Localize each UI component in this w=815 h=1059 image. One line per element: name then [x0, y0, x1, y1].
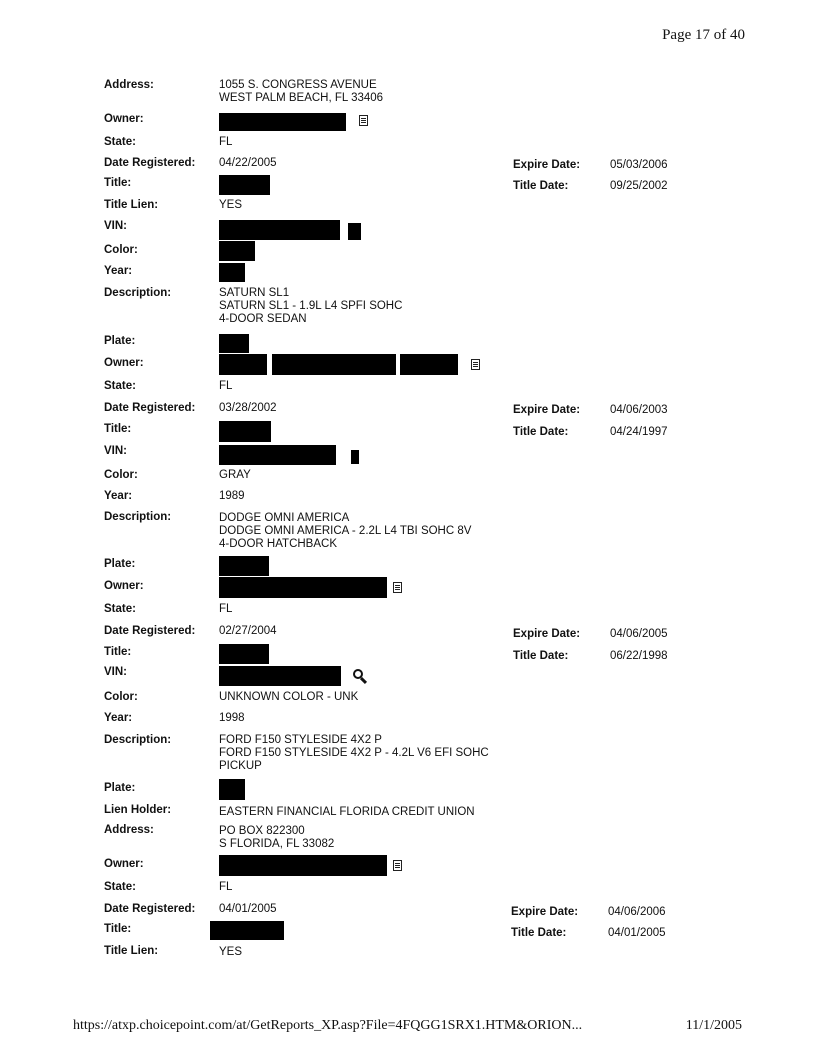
vin-label: VIN: [104, 445, 127, 457]
title-date-value: 06/22/1998 [610, 650, 668, 662]
description-line: FORD F150 STYLESIDE 4X2 P [219, 734, 382, 746]
title-lien-value: YES [219, 199, 243, 211]
year-label: Year: [104, 490, 133, 502]
year-label: Year: [104, 712, 133, 724]
expire-date-value: 04/06/2005 [610, 628, 668, 640]
description-label: Description: [104, 287, 172, 299]
title-row [0, 423, 815, 439]
redaction-block [219, 644, 269, 664]
date-registered-label: Date Registered: [104, 157, 196, 169]
redaction-block [219, 263, 245, 282]
title-row [0, 646, 815, 662]
date-registered-label: Date Registered: [104, 903, 196, 915]
description-value [219, 512, 471, 551]
owner-row [0, 357, 815, 373]
title-row [0, 177, 815, 193]
expire-date-label: Expire Date: [513, 404, 581, 416]
address-value [219, 79, 383, 105]
state-label: State: [104, 136, 136, 148]
state-value: FL [219, 136, 233, 148]
owner-label: Owner: [104, 858, 144, 870]
redaction-block [219, 855, 387, 876]
redaction-block [219, 577, 387, 598]
vin-row [0, 666, 815, 682]
date-registered-value: 03/28/2002 [219, 402, 277, 414]
description-line: SATURN SL1 [219, 287, 290, 299]
description-label: Description: [104, 734, 172, 746]
description-line: 4-DOOR SEDAN [219, 313, 307, 325]
description-value [219, 734, 489, 773]
owner-label: Owner: [104, 357, 144, 369]
plate-row [0, 782, 815, 798]
redaction-block [219, 556, 269, 576]
date-registered-value: 02/27/2004 [219, 625, 277, 637]
date-registered-value: 04/22/2005 [219, 157, 277, 169]
year-value: 1998 [219, 712, 245, 724]
search-icon[interactable] [351, 450, 359, 464]
address-row [0, 79, 815, 107]
state-row [0, 881, 815, 897]
redaction-block [400, 354, 458, 375]
plate-label: Plate: [104, 782, 136, 794]
owner-label: Owner: [104, 580, 144, 592]
vin-row [0, 445, 815, 461]
lien-holder-value: EASTERN FINANCIAL FLORIDA CREDIT UNION [219, 806, 475, 818]
date-registered-row [0, 157, 815, 173]
owner-row [0, 858, 815, 874]
redaction-block [219, 220, 340, 240]
date-registered-row [0, 625, 815, 641]
redaction-block [219, 334, 249, 353]
year-value: 1989 [219, 490, 245, 502]
title-date-label: Title Date: [511, 927, 567, 939]
vin-label: VIN: [104, 666, 127, 678]
color-value: UNKNOWN COLOR - UNK [219, 691, 359, 703]
expire-date-label: Expire Date: [513, 628, 581, 640]
description-line: DODGE OMNI AMERICA [219, 512, 350, 524]
description-line: DODGE OMNI AMERICA - 2.2L L4 TBI SOHC 8V [219, 525, 472, 537]
expire-date-value: 04/06/2003 [610, 404, 668, 416]
address-line: S FLORIDA, FL 33082 [219, 838, 335, 850]
color-value: GRAY [219, 469, 251, 481]
state-label: State: [104, 603, 136, 615]
owner-row [0, 113, 815, 129]
redaction-block [219, 354, 267, 375]
owner-label: Owner: [104, 113, 144, 125]
address-label: Address: [104, 824, 154, 836]
address-line: 1055 S. CONGRESS AVENUE [219, 79, 377, 91]
source-url[interactable]: https://atxp.choicepoint.com/at/GetReports_XP.asp?File=4FQGG1SRX1.HTM&ORION... [73, 1018, 583, 1033]
redaction-block [219, 421, 271, 442]
plate-row [0, 335, 815, 351]
year-row [0, 712, 815, 728]
redaction-block [210, 921, 284, 940]
title-label: Title: [104, 177, 132, 189]
description-line: 4-DOOR HATCHBACK [219, 538, 337, 550]
expire-date-value: 04/06/2006 [608, 906, 666, 918]
year-row [0, 265, 815, 281]
color-row [0, 691, 815, 707]
color-label: Color: [104, 244, 138, 256]
state-label: State: [104, 881, 136, 893]
redaction-block [219, 113, 346, 131]
title-lien-row [0, 945, 815, 961]
state-value: FL [219, 603, 233, 615]
document-icon[interactable] [393, 860, 402, 871]
description-line: SATURN SL1 - 1.9L L4 SPFI SOHC [219, 300, 403, 312]
title-lien-label: Title Lien: [104, 199, 159, 211]
state-label: State: [104, 380, 136, 392]
print-date: 11/1/2005 [685, 1018, 742, 1033]
title-date-value: 09/25/2002 [610, 180, 668, 192]
plate-label: Plate: [104, 558, 136, 570]
plate-label: Plate: [104, 335, 136, 347]
year-label: Year: [104, 265, 133, 277]
redaction-block [219, 445, 336, 465]
title-date-value: 04/24/1997 [610, 426, 668, 438]
year-row [0, 490, 815, 506]
color-row [0, 244, 815, 260]
description-row [0, 511, 815, 551]
description-row [0, 287, 815, 327]
state-value: FL [219, 380, 233, 392]
color-row [0, 469, 815, 485]
redaction-block [219, 241, 255, 261]
title-lien-row [0, 199, 815, 215]
expire-date-label: Expire Date: [513, 159, 581, 171]
document-icon[interactable] [359, 115, 368, 126]
title-date-label: Title Date: [513, 180, 569, 192]
address-label: Address: [104, 79, 154, 91]
date-registered-row [0, 903, 815, 919]
title-date-label: Title Date: [513, 426, 569, 438]
state-row [0, 136, 815, 152]
date-registered-value: 04/01/2005 [219, 903, 277, 915]
redaction-block [348, 223, 361, 240]
title-label: Title: [104, 423, 132, 435]
document-icon[interactable] [393, 582, 402, 593]
address-line: WEST PALM BEACH, FL 33406 [219, 92, 384, 104]
date-registered-label: Date Registered: [104, 402, 196, 414]
redaction-block [219, 175, 270, 195]
lien-holder-row [0, 804, 815, 820]
title-date-label: Title Date: [513, 650, 569, 662]
owner-row [0, 580, 815, 596]
description-line: PICKUP [219, 760, 262, 772]
address-value [219, 825, 334, 851]
vin-row [0, 220, 815, 236]
title-row [0, 923, 815, 939]
address-line: PO BOX 822300 [219, 825, 305, 837]
title-lien-label: Title Lien: [104, 945, 159, 957]
color-label: Color: [104, 691, 138, 703]
lien-holder-label: Lien Holder: [104, 804, 172, 816]
address-row [0, 824, 815, 852]
title-label: Title: [104, 923, 132, 935]
magnifier-icon[interactable] [353, 669, 363, 679]
redaction-block [219, 779, 245, 800]
redaction-block [272, 354, 396, 375]
description-line: FORD F150 STYLESIDE 4X2 P - 4.2L V6 EFI SOHC [219, 747, 489, 759]
state-value: FL [219, 881, 233, 893]
state-row [0, 603, 815, 619]
redaction-block [219, 666, 341, 686]
vin-label: VIN: [104, 220, 127, 232]
description-label: Description: [104, 511, 172, 523]
description-value [219, 287, 402, 326]
title-date-value: 04/01/2005 [608, 927, 666, 939]
date-registered-label: Date Registered: [104, 625, 196, 637]
expire-date-label: Expire Date: [511, 906, 579, 918]
document-icon[interactable] [471, 359, 480, 370]
title-label: Title: [104, 646, 132, 658]
color-label: Color: [104, 469, 138, 481]
date-registered-row [0, 402, 815, 418]
expire-date-value: 05/03/2006 [610, 159, 668, 171]
description-row [0, 734, 815, 774]
page-number: Page 17 of 40 [662, 27, 745, 43]
plate-row [0, 558, 815, 574]
state-row [0, 380, 815, 396]
title-lien-value: YES [219, 946, 243, 958]
